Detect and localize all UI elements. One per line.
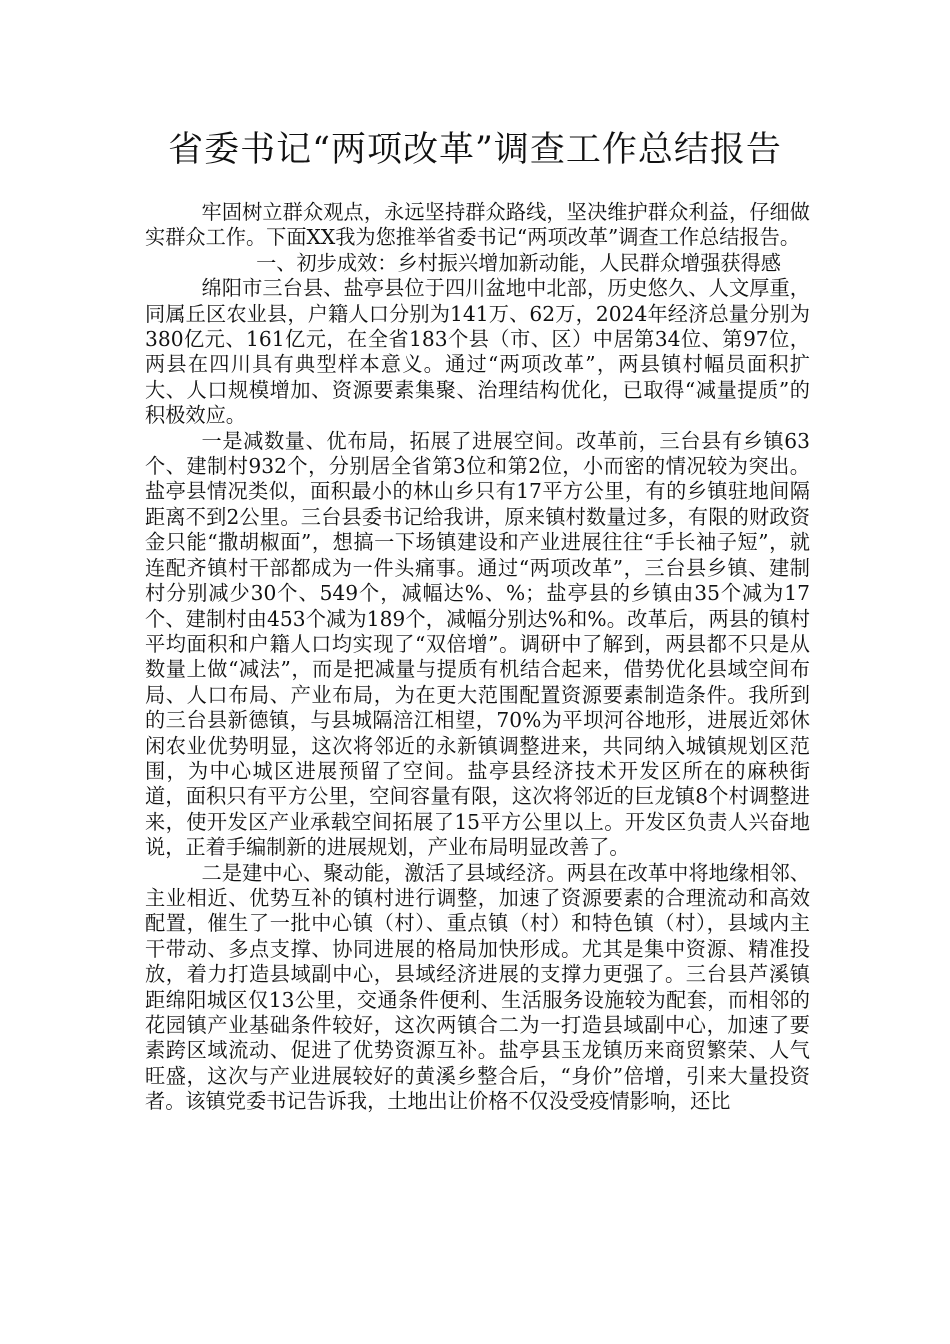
document-title: 省委书记“两项改革”调查工作总结报告: [168, 130, 782, 170]
section-heading: 一、初步成效：乡村振兴增加新动能，人民群众增强获得感: [256, 250, 781, 275]
body-paragraph: 二是建中心、聚动能，激活了县域经济。两县在改革中将地缘相邻、主业相近、优势互补的镇村进行调整，加速了资源要素的合理流动和高效配置，催生了一批中心镇（村）、重点镇（村）和特色镇（村），县域内主干带动、多点支撑、协同进展的格局加快形成。尤其是集中资源、精准投放，着力打造县域副中心，县域经济进展的支撑力更强了。三台县芦溪镇距绵阳城区仅13公里，交通条件便利、生活服务设施较为配套，而相邻的花园镇产业基础条件较好，这次两镇合二为一打造县域副中心，加速了要素跨区域流动、促进了优势资源互补。盐亭县玉龙镇历来商贸繁荣、人气旺盛，这次与产业进展较好的黄溪乡整合后，“身价”倍增，引来大量投资者。该镇党委书记告诉我，土地出让价格不仅没受疫情影响，还比: [145, 860, 810, 1114]
body-paragraph: 绵阳市三台县、盐亭县位于四川盆地中北部，历史悠久、人文厚重，同属丘区农业县，户籍人口分别为141万、62万，2024年经济总量分别为380亿元、161亿元，在全省183个县（市、区）中居第34位、第97位，两县在四川具有典型样本意义。通过“两项改革”，两县镇村幅员面积扩大、人口规模增加、资源要素集聚、治理结构优化，已取得“减量提质”的积极效应。: [145, 276, 810, 428]
intro-paragraph: 牢固树立群众观点，永远坚持群众路线，坚决维护群众利益，仔细做实群众工作。下面XX我为您推举省委书记“两项改革”调查工作总结报告。: [145, 200, 810, 250]
body-paragraph: 一是减数量、优布局，拓展了进展空间。改革前，三台县有乡镇63个、建制村932个，分别居全省第3位和第2位，小而密的情况较为突出。盐亭县情况类似，面积最小的林山乡只有17平方公里，有的乡镇驻地间隔距离不到2公里。三台县委书记给我讲，原来镇村数量过多，有限的财政资金只能“撒胡椒面”，想搞一下场镇建设和产业进展往往“手长袖子短”，就连配齐镇村干部都成为一件头痛事。通过“两项改革”，三台县乡镇、建制村分别减少30个、549个，减幅达%、%；盐亭县的乡镇由35个减为17个、建制村由453个减为189个，减幅分别达%和%。改革后，两县的镇村平均面积和户籍人口均实现了“双倍增”。调研中了解到，两县都不只是从数量上做“减法”，而是把减量与提质有机结合起来，借势优化县域空间布局、人口布局、产业布局，为在更大范围配置资源要素制造条件。我所到的三台县新德镇，与县城隔涪江相望，70%为平坝河谷地形，进展近郊休闲农业优势明显，这次将邻近的永新镇调整进来，共同纳入城镇规划区范围，为中心城区进展预留了空间。盐亭县经济技术开发区所在的麻秧街道，面积只有平方公里，空间容量有限，这次将邻近的巨龙镇8个村调整进来，使开发区产业承载空间拓展了15平方公里以上。开发区负责人兴奋地说，正着手编制新的进展规划，产业布局明显改善了。: [145, 428, 810, 860]
document-body: [145, 200, 810, 1115]
